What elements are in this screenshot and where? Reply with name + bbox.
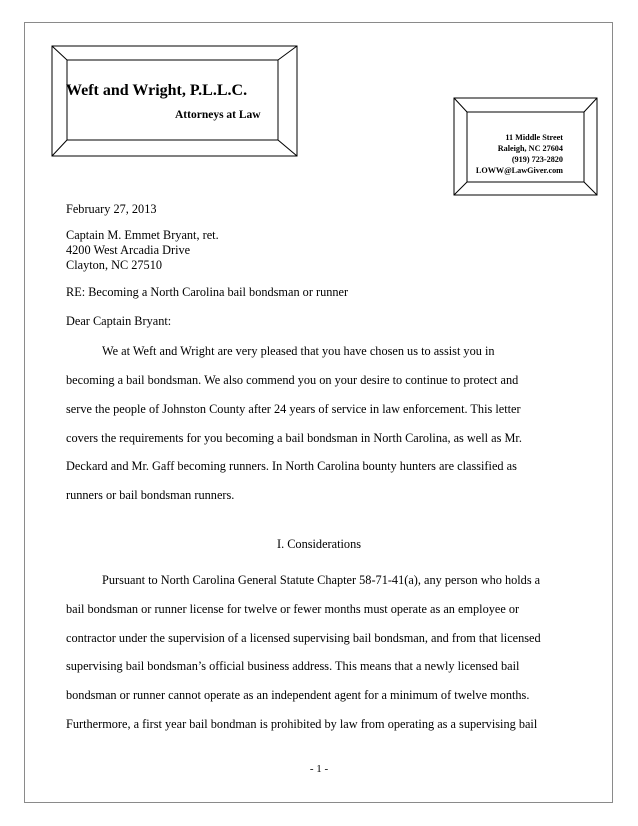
address-city: Raleigh, NC 27604: [497, 144, 563, 153]
paragraph2-line: Furthermore, a first year bail bondman is prohibited by law from operating as a supervising bail: [66, 717, 538, 731]
paragraph1-line: serve the people of Johnston County after 24 years of service in law enforcement. This letter: [66, 402, 521, 416]
paragraph1-line: covers the requirements for you becoming a bail bondsman in North Carolina, as well as Mr.: [66, 431, 522, 445]
paragraph2-line: bail bondsman or runner license for twelve or fewer months must operate as an employee or: [66, 602, 520, 616]
paragraph2-line: contractor under the supervision of a licensed supervising bail bondsman, and from that licensed: [66, 631, 541, 645]
letter-date: February 27, 2013: [66, 202, 157, 216]
page-number: - 1 -: [309, 763, 329, 775]
recipient-name: Captain M. Emmet Bryant, ret.: [66, 228, 219, 242]
paragraph1-line: becoming a bail bondsman. We also commend you on your desire to continue to protect and: [66, 373, 519, 387]
subject-line: RE: Becoming a North Carolina bail bondsman or runner: [66, 285, 349, 299]
paragraph1-line: Deckard and Mr. Gaff becoming runners. In North Carolina bounty hunters are classified as: [66, 459, 517, 473]
firm-box-frame: [51, 45, 299, 157]
address-street: 11 Middle Street: [505, 133, 563, 142]
recipient-city: Clayton, NC 27510: [66, 258, 162, 272]
paragraph2-line: bondsman or runner cannot operate as an independent agent for a minimum of twelve months.: [66, 688, 530, 702]
paragraph1-line: runners or bail bondsman runners.: [66, 488, 235, 502]
firm-subtitle: Attorneys at Law: [175, 109, 261, 121]
firm-name-box: [51, 45, 299, 157]
address-email: LOWW@LawGiver.com: [475, 166, 563, 175]
paragraph2-line: Pursuant to North Carolina General Statute Chapter 58-71-41(a), any person who holds a: [102, 573, 541, 587]
address-phone: (919) 723-2820: [511, 155, 563, 164]
salutation: Dear Captain Bryant:: [66, 314, 172, 328]
section-heading: I. Considerations: [276, 537, 362, 551]
paragraph2-line: supervising bail bondsman’s official business address. This means that a newly licensed bail: [66, 659, 520, 673]
firm-name: Weft and Wright, P.L.L.C.: [66, 82, 248, 99]
recipient-street: 4200 West Arcadia Drive: [66, 243, 191, 257]
paragraph1-line: We at Weft and Wright are very pleased that you have chosen us to assist you in: [102, 344, 495, 358]
